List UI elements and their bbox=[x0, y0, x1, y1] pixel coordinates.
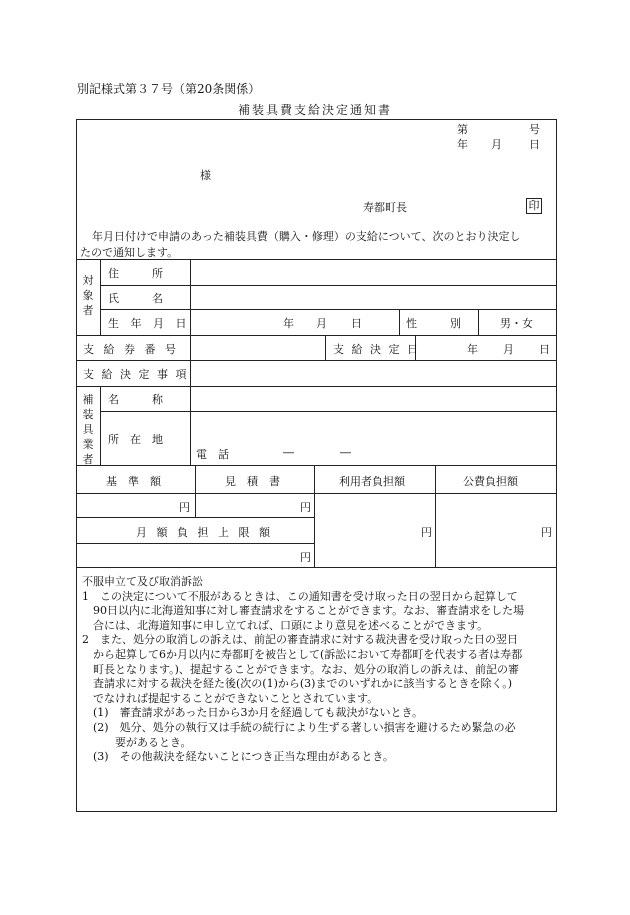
subject-group-label: 対象者 bbox=[82, 274, 94, 317]
notes-line: 1 この決定について不服があるときは、この通知書を受け取った日の翌日から起算して bbox=[82, 589, 518, 603]
vendor-group-label: 補装具業者 bbox=[82, 393, 94, 466]
decision-matters-label: 支 給 決 定 事 項 bbox=[83, 368, 189, 381]
estimate-label: 見 積 書 bbox=[225, 475, 280, 488]
notes-line: 2 また、処分の取消しの訴えは、前記の審査請求に対する裁決書を受け取った日の翌日 bbox=[82, 633, 518, 647]
birth-tsuki: 月 bbox=[316, 317, 327, 330]
date-hi: 日 bbox=[529, 138, 540, 151]
number-dai: 第 bbox=[457, 123, 468, 136]
seal-mark: 印 bbox=[526, 198, 542, 214]
addressee-sama: 様 bbox=[200, 169, 211, 182]
public-burden-label: 公費負担額 bbox=[463, 475, 518, 488]
phone-dash-2: ― bbox=[340, 446, 351, 459]
vendor-name-label: 名 称 bbox=[108, 393, 163, 406]
phone-label: 電 話 bbox=[196, 448, 229, 461]
birth-nen: 年 bbox=[283, 317, 294, 330]
estimate-yen: 円 bbox=[300, 501, 311, 514]
date-nen: 年 bbox=[457, 138, 468, 151]
intro-line-1: 年月日付けで申請のあった補装具費（購入・修理）の支給について、次のとおり決定し bbox=[92, 230, 521, 243]
notes-line: (3) その他裁決を経ないことにつき正当な理由があるとき。 bbox=[82, 750, 394, 764]
document-title: 補装具費支給決定通知書 bbox=[237, 103, 392, 117]
notes-line: 要があるとき。 bbox=[82, 735, 192, 749]
birth-label: 生 年 月 日 bbox=[108, 317, 191, 330]
intro-line-2: たので通知します。 bbox=[80, 246, 179, 259]
number-go: 号 bbox=[529, 123, 540, 136]
user-burden-label: 利用者負担額 bbox=[339, 475, 405, 488]
appeal-notes bbox=[82, 575, 552, 765]
name-label: 氏 名 bbox=[108, 292, 163, 305]
form-number: 別記様式第３７号（第20条関係） bbox=[77, 82, 261, 96]
notes-line: (2) 処分、処分の執行又は手続の続行により生ずる著しい損害を避けるため緊急の必 bbox=[82, 720, 516, 734]
birth-hi: 日 bbox=[351, 317, 362, 330]
notes-line: でなければ提起することができないこととされています。 bbox=[82, 691, 379, 705]
user-burden-yen: 円 bbox=[421, 526, 432, 539]
phone-dash-1: ― bbox=[283, 446, 294, 459]
notes-line: から起算して6か月以内に寿都町を被告として(訴訟において寿都町を代表する者は寿都 bbox=[82, 647, 523, 661]
decision-date-hi: 日 bbox=[539, 343, 550, 356]
standard-yen: 円 bbox=[179, 501, 190, 514]
standard-amount-label: 基 準 額 bbox=[106, 475, 161, 488]
decision-date-nen: 年 bbox=[467, 343, 478, 356]
date-tsuki: 月 bbox=[491, 138, 502, 151]
voucher-number-label: 支 給 券 番 号 bbox=[83, 343, 179, 356]
monthly-cap-yen: 円 bbox=[300, 551, 311, 564]
address-label: 住 所 bbox=[108, 267, 163, 280]
notes-line: (1) 審査請求があった日から3か月を経過しても裁決がないとき。 bbox=[82, 706, 424, 720]
monthly-cap-label: 月 額 負 担 上 限 額 bbox=[136, 526, 273, 539]
notes-line: 合には、北海道知事に申し立てれば、口頭により意見を述べることができます。 bbox=[82, 618, 489, 632]
sex-label: 性 別 bbox=[406, 317, 461, 330]
public-burden-yen: 円 bbox=[541, 526, 552, 539]
notes-line: 町長となります。)、提起することができます。なお、処分の取消しの訴えは、前記の審 bbox=[82, 662, 520, 676]
sex-value: 男・女 bbox=[500, 317, 533, 330]
notes-line: 査請求に対する裁決を経た後(次の(1)から(3)までのいずれかに該当するときを除く。) bbox=[82, 677, 513, 691]
decision-date-tsuki: 月 bbox=[503, 343, 514, 356]
notes-line: 90日以内に北海道知事に対し審査請求をすることができます。なお、審査請求をした場 bbox=[82, 604, 525, 618]
decision-date-label: 支 給 決 定 日 bbox=[333, 343, 420, 356]
mayor-title: 寿都町長 bbox=[363, 201, 407, 214]
notes-heading: 不服申立て及び取消訴訟 bbox=[82, 575, 203, 588]
vendor-location-label: 所 在 地 bbox=[108, 433, 163, 446]
